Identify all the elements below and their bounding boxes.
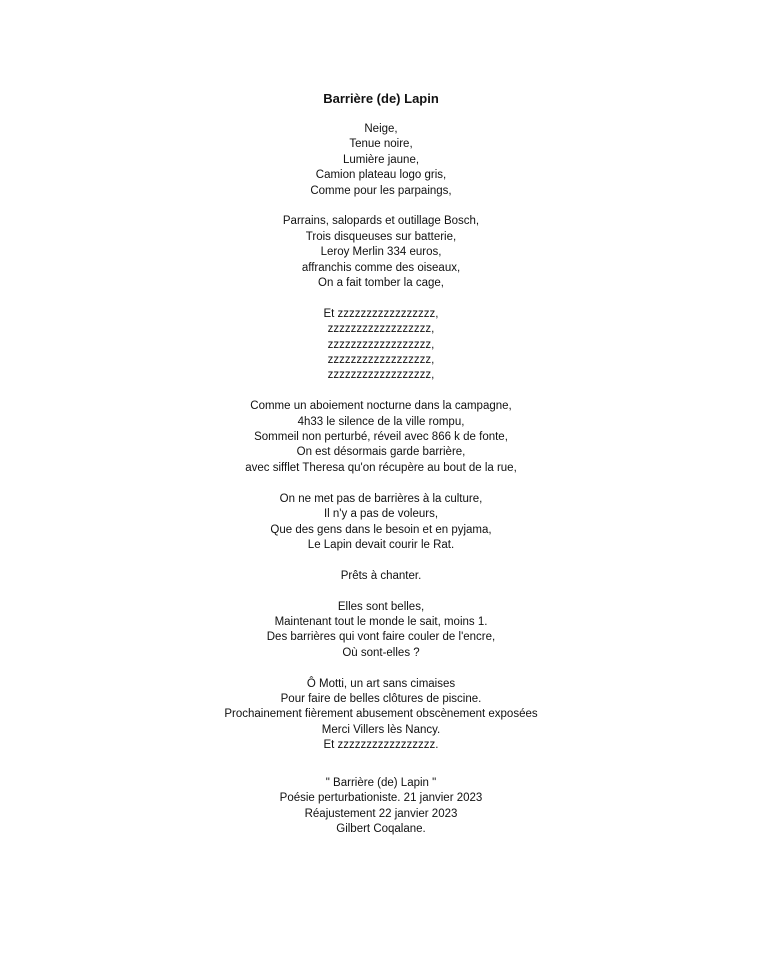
stanza-8 xyxy=(0,677,762,754)
poem-line: On ne met pas de barrières à la culture, xyxy=(279,492,483,505)
poem-line: affranchis comme des oiseaux, xyxy=(301,261,461,274)
poem-line: 4h33 le silence de la ville rompu, xyxy=(297,415,465,428)
stanza-6 xyxy=(0,569,762,584)
stanza-7 xyxy=(0,600,762,662)
poem-title: Barrière (de) Lapin xyxy=(323,91,439,106)
poem-line: Des barrières qui vont faire couler de l'encre, xyxy=(266,631,496,644)
poem-line: Maintenant tout le monde le sait, moins 1. xyxy=(274,615,488,628)
poem-line: Tenue noire, xyxy=(349,138,413,151)
poem-line: Camion plateau logo gris, xyxy=(315,169,447,182)
credit-revision: Réajustement 22 janvier 2023 xyxy=(304,807,458,820)
poem-line: Prochainement fièrement abusement obscènement exposées xyxy=(224,708,538,721)
poem-line: Que des gens dans le besoin et en pyjama, xyxy=(270,523,492,536)
poem-line: On a fait tomber la cage, xyxy=(318,277,444,290)
poem-line: Lumière jaune, xyxy=(342,153,420,166)
stanza-2 xyxy=(0,214,762,291)
poem-line: On est désormais garde barrière, xyxy=(296,446,466,459)
poem-line: Neige, xyxy=(364,123,398,135)
poem-line: zzzzzzzzzzzzzzzzzz, xyxy=(327,354,435,367)
credit-genre-date: Poésie perturbationiste. 21 janvier 2023 xyxy=(279,792,483,805)
credit-author: Gilbert Coqalane. xyxy=(336,823,426,836)
poem-line: Et zzzzzzzzzzzzzzzzz, xyxy=(323,307,439,320)
poem-credits xyxy=(0,776,762,838)
poem-line: Merci Villers lès Nancy. xyxy=(321,723,441,736)
poem-line: Pour faire de belles clôtures de piscine. xyxy=(280,692,482,705)
poem-body xyxy=(0,122,762,769)
poem-line: Comme un aboiement nocturne dans la campagne, xyxy=(250,400,512,413)
poem-line: Elles sont belles, xyxy=(337,600,425,613)
poem-line: Ô Motti, un art sans cimaises xyxy=(306,677,456,690)
stanza-1 xyxy=(0,122,762,199)
poem-line: Comme pour les parpaings, xyxy=(310,184,452,197)
poem-line: Il n'y a pas de voleurs, xyxy=(323,508,439,521)
poem-line: Où sont-elles ? xyxy=(342,646,420,659)
poem-line: Leroy Merlin 334 euros, xyxy=(320,246,442,259)
stanza-4 xyxy=(0,399,762,476)
poem-line: Parrains, salopards et outillage Bosch, xyxy=(282,215,480,228)
poem-line: Le Lapin devait courir le Rat. xyxy=(307,538,455,551)
poem-line: zzzzzzzzzzzzzzzzzz, xyxy=(327,369,435,382)
stanza-3 xyxy=(0,307,762,384)
stanza-5 xyxy=(0,492,762,554)
poem-line: avec sifflet Theresa qu'on récupère au bout de la rue, xyxy=(245,461,517,474)
poem-line: Trois disqueuses sur batterie, xyxy=(305,230,457,243)
poem-line: Sommeil non perturbé, réveil avec 866 k de fonte, xyxy=(254,431,508,444)
credit-work-title: " Barrière (de) Lapin " xyxy=(325,777,437,789)
poem-line: zzzzzzzzzzzzzzzzzz, xyxy=(327,338,435,351)
poem-line: Et zzzzzzzzzzzzzzzzz. xyxy=(323,739,439,752)
poem-line: Prêts à chanter. xyxy=(340,569,422,582)
poem-line: zzzzzzzzzzzzzzzzzz, xyxy=(327,323,435,336)
